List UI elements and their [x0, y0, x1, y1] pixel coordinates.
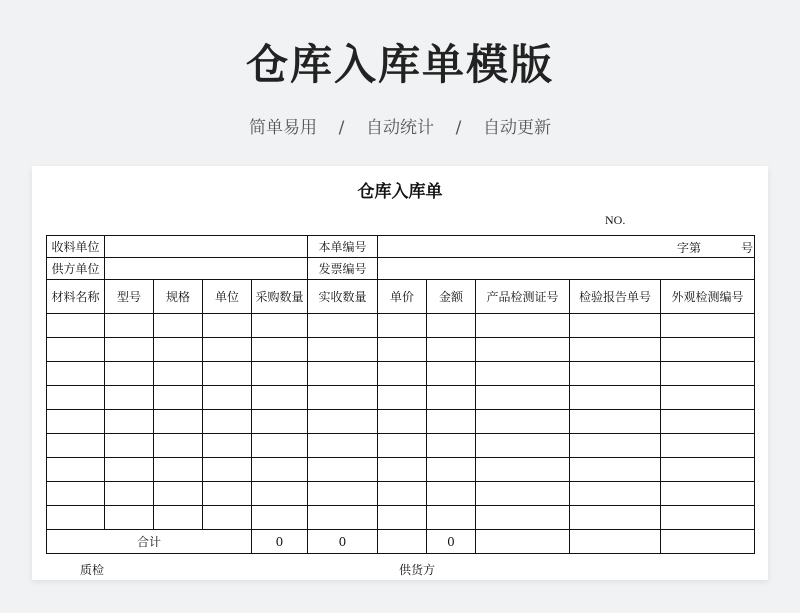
table-cell[interactable]	[570, 362, 661, 386]
table-cell[interactable]	[47, 482, 105, 506]
table-cell[interactable]	[378, 434, 427, 458]
table-cell[interactable]	[427, 506, 476, 530]
table-cell[interactable]	[203, 362, 252, 386]
table-row	[47, 506, 755, 530]
table-cell[interactable]	[203, 314, 252, 338]
order-number-zi: 字第	[677, 241, 702, 255]
total-purchase-qty: 0	[252, 530, 308, 554]
table-cell[interactable]	[203, 506, 252, 530]
table-cell[interactable]	[203, 482, 252, 506]
table-cell[interactable]	[308, 410, 378, 434]
table-cell[interactable]	[308, 458, 378, 482]
receiving-unit-label: 收料单位	[47, 236, 105, 258]
table-cell[interactable]	[154, 458, 203, 482]
table-cell[interactable]	[661, 506, 755, 530]
column-header: 实收数量	[308, 280, 378, 314]
table-cell[interactable]	[661, 434, 755, 458]
table-cell[interactable]	[378, 314, 427, 338]
supplier-label: 供方单位	[47, 258, 105, 280]
table-cell[interactable]	[252, 362, 308, 386]
table-cell[interactable]	[105, 338, 154, 362]
column-header: 型号	[105, 280, 154, 314]
table-cell[interactable]	[661, 338, 755, 362]
table-cell[interactable]	[476, 314, 570, 338]
table-cell[interactable]	[154, 362, 203, 386]
page-subtitle: 简单易用 / 自动统计 / 自动更新	[249, 118, 551, 138]
table-cell[interactable]	[105, 386, 154, 410]
table-cell[interactable]	[661, 458, 755, 482]
table-cell[interactable]	[105, 314, 154, 338]
page-title: 仓库入库单模版	[245, 40, 554, 89]
column-header: 单价	[378, 280, 427, 314]
table-row	[47, 362, 755, 386]
table-cell[interactable]	[378, 458, 427, 482]
table-row	[47, 410, 755, 434]
table-cell[interactable]	[252, 482, 308, 506]
invoice-number-field[interactable]	[378, 258, 755, 280]
column-header: 单位	[203, 280, 252, 314]
table-cell[interactable]	[105, 458, 154, 482]
footer-right-label: 供货方	[399, 563, 436, 577]
table-cell[interactable]	[570, 386, 661, 410]
form-sheet	[32, 166, 768, 580]
table-cell[interactable]	[105, 482, 154, 506]
table-cell[interactable]	[476, 386, 570, 410]
table-cell[interactable]	[427, 362, 476, 386]
table-cell[interactable]	[476, 506, 570, 530]
table-cell[interactable]	[252, 338, 308, 362]
table-cell[interactable]	[427, 410, 476, 434]
table-cell[interactable]	[154, 410, 203, 434]
table-cell[interactable]	[154, 482, 203, 506]
table-cell[interactable]	[570, 482, 661, 506]
table-cell[interactable]	[105, 362, 154, 386]
total-cell	[570, 530, 661, 554]
column-header: 外观检测编号	[661, 280, 755, 314]
table-cell[interactable]	[308, 314, 378, 338]
order-number-field[interactable]	[378, 236, 755, 258]
table-cell[interactable]	[476, 434, 570, 458]
total-cell	[378, 530, 427, 554]
table-cell[interactable]	[47, 386, 105, 410]
order-number-label: 本单编号	[308, 236, 378, 258]
table-cell[interactable]	[154, 434, 203, 458]
table-cell[interactable]	[308, 482, 378, 506]
table-cell[interactable]	[308, 506, 378, 530]
table-cell[interactable]	[378, 482, 427, 506]
table-cell[interactable]	[661, 482, 755, 506]
table-cell[interactable]	[570, 434, 661, 458]
table-cell[interactable]	[427, 386, 476, 410]
table-cell[interactable]	[252, 314, 308, 338]
footer-left-label: 质检	[80, 563, 105, 577]
table-cell[interactable]	[154, 338, 203, 362]
table-cell[interactable]	[47, 506, 105, 530]
table-cell[interactable]	[47, 434, 105, 458]
table-cell[interactable]	[570, 314, 661, 338]
table-cell[interactable]	[427, 314, 476, 338]
total-label: 合计	[47, 530, 252, 554]
table-cell[interactable]	[203, 338, 252, 362]
form-title: 仓库入库单	[357, 182, 443, 202]
table-cell[interactable]	[105, 410, 154, 434]
total-amount: 0	[427, 530, 476, 554]
table-cell[interactable]	[476, 410, 570, 434]
table-cell[interactable]	[476, 362, 570, 386]
table-row	[47, 386, 755, 410]
column-header: 金额	[427, 280, 476, 314]
table-cell[interactable]	[378, 410, 427, 434]
table-cell[interactable]	[154, 314, 203, 338]
table-cell[interactable]	[570, 458, 661, 482]
column-header-row	[47, 280, 755, 314]
table-cell[interactable]	[47, 338, 105, 362]
table-cell[interactable]	[47, 458, 105, 482]
table-cell[interactable]	[47, 314, 105, 338]
form-number-label: NO.	[605, 213, 626, 227]
table-cell[interactable]	[47, 410, 105, 434]
table-cell[interactable]	[476, 458, 570, 482]
table-cell[interactable]	[661, 386, 755, 410]
total-received-qty: 0	[308, 530, 378, 554]
table-cell[interactable]	[308, 362, 378, 386]
column-header: 检验报告单号	[570, 280, 661, 314]
table-row	[47, 338, 755, 362]
table-cell[interactable]	[378, 362, 427, 386]
table-cell[interactable]	[252, 506, 308, 530]
total-cell	[476, 530, 570, 554]
table-cell[interactable]	[378, 506, 427, 530]
table-cell[interactable]	[105, 506, 154, 530]
table-cell[interactable]	[308, 434, 378, 458]
table-cell[interactable]	[427, 338, 476, 362]
table-cell[interactable]	[252, 410, 308, 434]
column-header: 材料名称	[47, 280, 105, 314]
column-header: 规格	[154, 280, 203, 314]
column-header: 产品检测证号	[476, 280, 570, 314]
table-cell[interactable]	[661, 314, 755, 338]
total-row	[47, 530, 755, 554]
table-cell[interactable]	[105, 434, 154, 458]
table-row	[47, 458, 755, 482]
table-cell[interactable]	[252, 458, 308, 482]
receipt-table	[46, 235, 755, 554]
table-cell[interactable]	[661, 410, 755, 434]
table-cell[interactable]	[427, 482, 476, 506]
supplier-field[interactable]	[105, 258, 308, 280]
table-cell[interactable]	[203, 410, 252, 434]
table-row	[47, 434, 755, 458]
table-cell[interactable]	[203, 434, 252, 458]
table-row	[47, 482, 755, 506]
table-cell[interactable]	[47, 362, 105, 386]
table-cell[interactable]	[252, 434, 308, 458]
table-cell[interactable]	[378, 386, 427, 410]
table-cell[interactable]	[570, 410, 661, 434]
table-cell[interactable]	[203, 458, 252, 482]
table-cell[interactable]	[252, 386, 308, 410]
table-cell[interactable]	[476, 338, 570, 362]
table-cell[interactable]	[570, 338, 661, 362]
invoice-number-label: 发票编号	[308, 258, 378, 280]
table-cell[interactable]	[203, 386, 252, 410]
table-row	[47, 314, 755, 338]
receiving-unit-field[interactable]	[105, 236, 308, 258]
table-cell[interactable]	[427, 458, 476, 482]
order-number-hao: 号	[741, 241, 754, 255]
total-cell	[661, 530, 755, 554]
table-cell[interactable]	[154, 386, 203, 410]
table-cell[interactable]	[661, 362, 755, 386]
table-cell[interactable]	[427, 434, 476, 458]
table-cell[interactable]	[570, 506, 661, 530]
table-cell[interactable]	[378, 338, 427, 362]
column-header: 采购数量	[252, 280, 308, 314]
table-cell[interactable]	[308, 338, 378, 362]
table-cell[interactable]	[476, 482, 570, 506]
table-cell[interactable]	[154, 506, 203, 530]
table-cell[interactable]	[308, 386, 378, 410]
